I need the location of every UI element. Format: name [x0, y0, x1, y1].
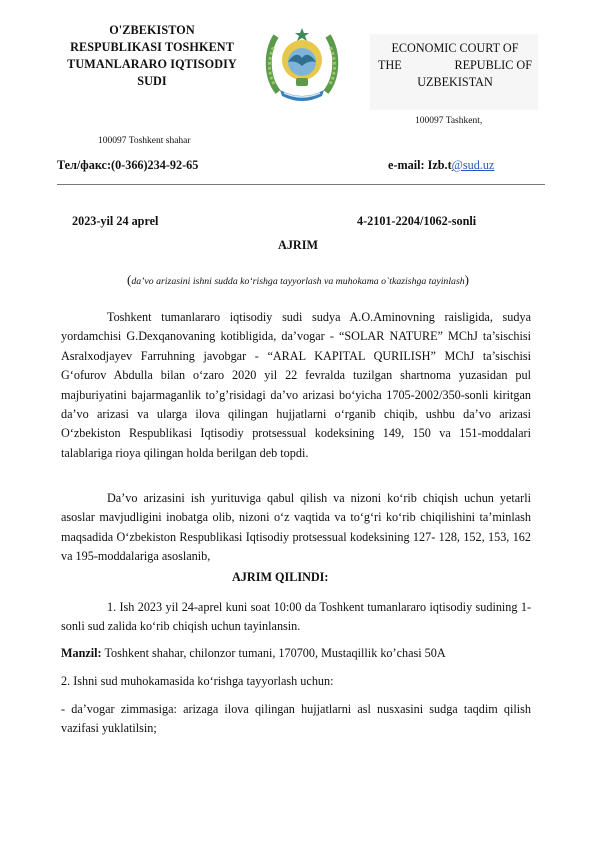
document-number: 4-2101-2204/1062-sonli — [357, 214, 477, 228]
court-name-uz-line: O'ZBEKISTON — [109, 23, 195, 37]
address-label: Manzil: — [61, 646, 102, 660]
address-line — [61, 644, 531, 663]
subtitle-close-paren: ) — [464, 272, 470, 287]
resolved-heading: AJRIM QILINDI: — [232, 570, 329, 584]
state-emblem-icon — [260, 22, 344, 106]
document-date: 2023-yil 24 aprel — [72, 214, 159, 228]
item-2-text: 2. Ishni sud muhokamasida ko‘rishga tayyorlash uchun: — [61, 674, 334, 688]
paragraph-1 — [61, 308, 531, 463]
subtitle-open-paren: ( — [126, 272, 132, 287]
court-name-en-word: REPUBLIC OF — [454, 58, 532, 72]
address-en: 100097 Tashkent, — [415, 116, 483, 126]
paragraph-1-text: Toshkent tumanlararo iqtisodiy sudi sudya A.O.Aminovning raisligida, sudya yordamchisi G.Dexqanovaning kotibligida, da’vogar - “SOLAR NATURE” MChJ ta’sischisi Asralxodjayev Farruhning javobgar - “ARAL KAPITAL QURILISH” MChJ ta’sischisi G‘ofurov Abdulla bilan o‘zaro 2020 yil 22 fevralda tuzilgan shartnoma yuzasidan pul majburiyatini bajarmaganlik to’g’risidagi da’vo arizasi bo‘yicha 1705-2002/350-sonli kiritgan da’vo arizasi va ularga ilova qilingan hujjatlarni o‘rganib chiqib, ushbu da’vo arizasi O‘zbekiston Respublikasi Iqtisodiy protsessual kodeksining 149, 150 va 151-moddalari talablariga rioya qilingan holda berilgan deb topdi. — [61, 310, 531, 460]
court-name-uz — [54, 22, 250, 90]
phone-fax: Тел/факс:(0-366)234-92-65 — [57, 158, 199, 172]
item-1-text: 1. Ish 2023 yil 24-aprel kuni soat 10:00 da Toshkent tumanlararo iqtisodiy sudining 1-sonli sud zalida ko‘rib chiqish uchun tayinlansin. — [61, 600, 531, 634]
item-2-sub-text: - da’vogar zimmasiga: arizaga ilova qilingan hujjatlarni asl nusxasini sudga taqdim qilish vazifasi yuklatilsin; — [61, 702, 531, 736]
court-name-uz-line: TUMANLARARO IQTISODIY — [67, 57, 237, 71]
paragraph-2-text: Da’vo arizasini ish yurituviga qabul qilish va nizoni ko‘rib chiqish uchun yetarli asoslar mavjudligini inobatga olib, nizoni o‘z vaqtida va to‘g‘ri ko‘rib chiqilishini ta’minlash maqsadida O‘zbekiston Respublikasi Iqtisodiy protsessual kodeksining 127- 128, 152, 153, 162 va 195-moddalariga asoslanib, — [61, 491, 531, 564]
document-subtitle — [0, 272, 596, 288]
court-name-uz-line: SUDI — [137, 74, 167, 88]
subtitle-text: da’vo arizasini ishni sudda ko‘rishga tayyorlash va muhokama o`tkazishga tayinlash — [131, 276, 465, 287]
email-label: e-mail: Izb.t — [388, 158, 452, 172]
court-name-en — [378, 40, 532, 91]
court-name-en-line: UZBEKISTAN — [417, 75, 493, 89]
paragraph-2 — [61, 489, 531, 567]
item-2 — [61, 672, 531, 691]
header-divider — [57, 184, 545, 185]
document-title: AJRIM — [278, 238, 318, 252]
address-value: Toshkent shahar, chilonzor tumani, 170700, Mustaqillik ko’chasi 50A — [101, 646, 446, 660]
court-name-en-word: THE — [378, 58, 402, 72]
address-uz: 100097 Toshkent shahar — [98, 136, 191, 146]
court-name-en-line — [378, 57, 532, 74]
email — [388, 158, 494, 173]
item-2-sub — [61, 700, 531, 739]
court-name-en-line: ECONOMIC COURT OF — [391, 41, 519, 55]
court-name-uz-line: RESPUBLIKASI TOSHKENT — [70, 40, 234, 54]
address-paragraph — [61, 644, 531, 663]
email-link[interactable]: @sud.uz — [451, 158, 495, 172]
item-1 — [61, 598, 531, 637]
